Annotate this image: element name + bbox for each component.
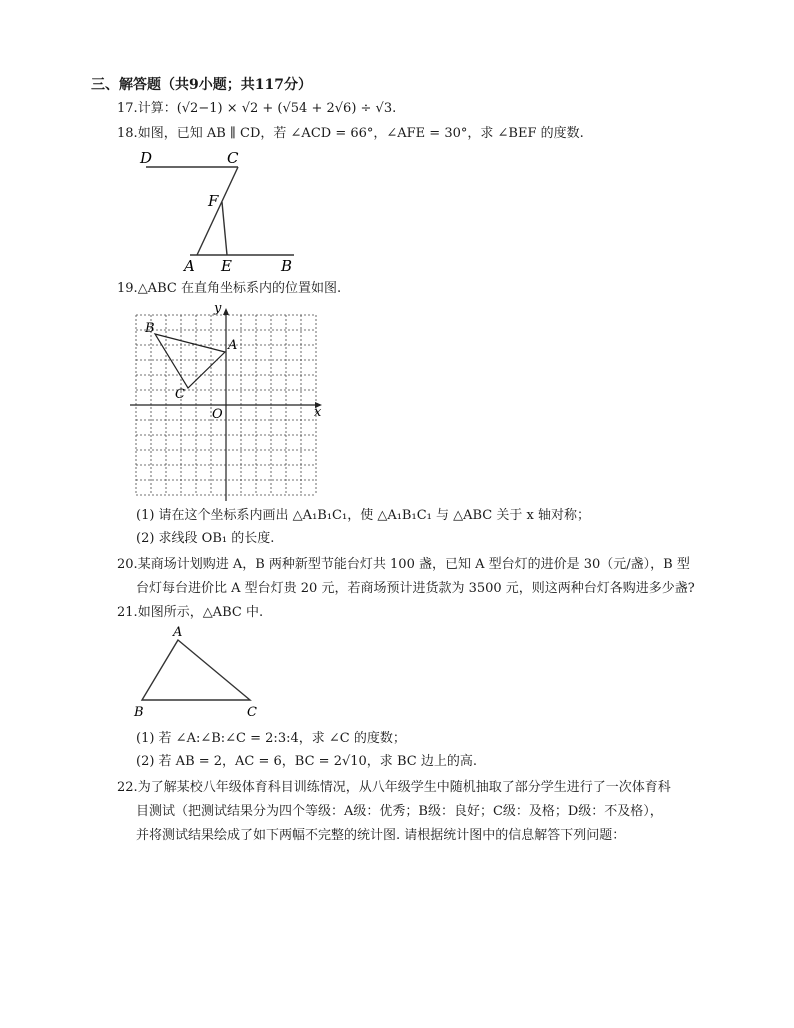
question-text: 如图所示，△ABC 中. [137, 605, 264, 620]
question-21-part-2: (2) 若 AB = 2，AC = 6，BC = 2√10，求 BC 边上的高. [136, 754, 477, 769]
question-17 [117, 100, 396, 118]
label-f: F [208, 192, 219, 210]
question-number: 18. [117, 126, 138, 141]
question-number: 22. [117, 780, 138, 795]
axis-x-label: x [314, 405, 322, 420]
axis-y-label: y [214, 301, 222, 316]
y-axis-arrow [223, 308, 229, 315]
question-19-part-1: (1) 请在这个坐标系内画出 △A₁B₁C₁，使 △A₁B₁C₁ 与 △ABC 关于 x 轴对称； [136, 508, 590, 523]
question-prefix: 计算： [137, 101, 177, 116]
line-ca [197, 167, 238, 255]
label-a: A [173, 625, 183, 640]
question-text: 如图，已知 AB ∥ CD，若 ∠ACD = 66°，∠AFE = 30°，求 ∠BEF 的度数. [137, 126, 584, 141]
question-line-1: 为了解某校八年级体育科目训练情况，从八年级学生中随机抽取了部分学生进行了一次体育科 [137, 780, 671, 795]
question-line-1: 某商场计划购进 A，B 两种新型节能台灯共 100 盏，已知 A 型台灯的进价是 30（元/盏），B 型 [137, 557, 690, 572]
question-19-part-2: (2) 求线段 OB₁ 的长度. [136, 531, 275, 546]
label-b: B [134, 705, 144, 720]
figure-18 [130, 145, 310, 275]
question-22 [117, 779, 671, 797]
label-e: E [221, 257, 232, 275]
label-c: C [175, 387, 185, 402]
question-20 [117, 556, 690, 574]
question-19 [117, 280, 341, 298]
label-a: A [184, 257, 195, 275]
question-21-part-1: (1) 若 ∠A:∠B:∠C = 2:3:4，求 ∠C 的度数； [136, 731, 406, 746]
question-number: 21. [117, 605, 138, 620]
question-20-line-2: 台灯每台进价比 A 型台灯贵 20 元，若商场预计进货款为 3500 元，则这两种台灯各购进多少盏? [136, 581, 695, 596]
triangle-abc [142, 640, 250, 700]
label-c: C [227, 149, 239, 167]
label-a: A [228, 338, 238, 353]
label-c: C [247, 705, 257, 720]
label-b: B [145, 321, 155, 336]
section-title: 三、解答题（共9小题；共117分） [91, 77, 312, 93]
question-18 [117, 125, 584, 143]
label-d: D [140, 149, 153, 167]
line-fe [222, 202, 227, 255]
question-number: 19. [117, 281, 138, 296]
question-21 [117, 604, 263, 622]
question-number: 17. [117, 101, 138, 116]
origin-label: O [212, 407, 223, 422]
question-expression: (√2−1) × √2 + (√54 + 2√6) ÷ √3. [176, 101, 397, 116]
figure-19-grid [128, 298, 328, 503]
label-b: B [281, 257, 293, 275]
question-22-line-2: 目测试（把测试结果分为四个等级：A级：优秀；B级：良好；C级：及格；D级：不及格）， [136, 804, 663, 819]
question-22-line-3: 并将测试结果绘成了如下两幅不完整的统计图. 请根据统计图中的信息解答下列问题： [136, 828, 626, 843]
question-text: △ABC 在直角坐标系内的位置如图. [137, 281, 342, 296]
question-number: 20. [117, 557, 138, 572]
triangle-abc [155, 334, 225, 388]
figure-21 [130, 624, 270, 720]
